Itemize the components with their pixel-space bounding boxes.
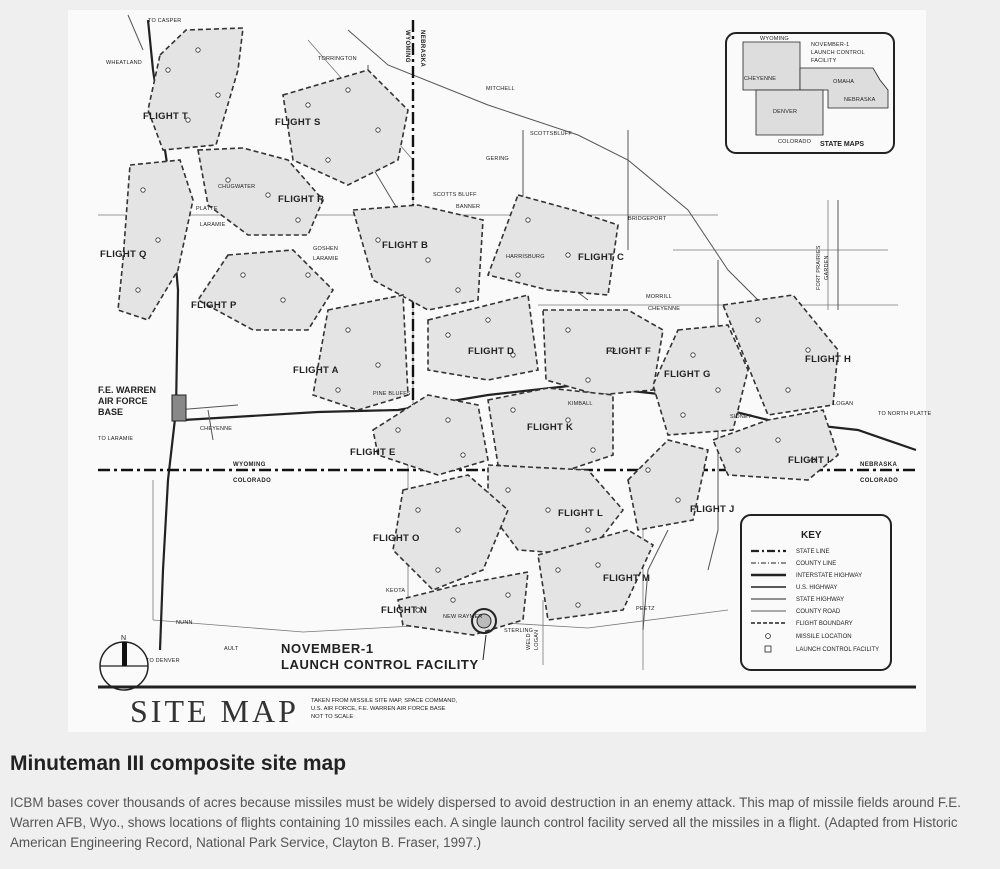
- caption-text: ICBM bases cover thousands of acres because missiles must be widely dispersed to avoid destruction in an enemy attack. This map of missile fields around F.E. Warren AFB, Wyo., shows locations of flights containing 10 missiles each. A single launch control facility served all the missiles in a flight. (Adapted from Historic American Engineering Record, National Park Service, Clayton B. Fraser, 1997.): [10, 795, 961, 850]
- svg-text:N: N: [121, 635, 127, 642]
- place-label: CHEYENNE: [200, 426, 233, 432]
- svg-text:BASE: BASE: [98, 407, 124, 417]
- place-label: TO CASPER: [148, 18, 182, 24]
- place-label: GOSHEN: [313, 246, 339, 252]
- flight-label: FLIGHT T: [143, 111, 189, 122]
- place-label: CHEYENNE: [648, 306, 681, 312]
- map-key: [741, 515, 891, 670]
- north-arrow-icon: [100, 635, 148, 690]
- place-label: CHUGWATER: [218, 184, 256, 190]
- key-item: FLIGHT BOUNDARY: [796, 621, 853, 627]
- key-item: COUNTY LINE: [796, 561, 837, 567]
- place-label: MORRILL: [646, 294, 672, 300]
- key-title: KEY: [801, 530, 822, 541]
- key-item: COUNTY ROAD: [796, 609, 841, 615]
- place-label: TO LARAMIE: [98, 436, 134, 442]
- place-label: TO NORTH PLATTE: [878, 411, 932, 417]
- caption-title: Minuteman III composite site map: [10, 752, 347, 775]
- flight-label: FLIGHT K: [527, 422, 574, 433]
- flight-label: FLIGHT L: [558, 508, 604, 519]
- november-1-lcf-callout: [281, 635, 486, 672]
- place-label: WELD: [526, 633, 532, 650]
- flight-d-area: [428, 295, 538, 380]
- svg-text:LAUNCH CONTROL FACILITY: LAUNCH CONTROL FACILITY: [281, 657, 479, 672]
- svg-text:NOVEMBER-1: NOVEMBER-1: [281, 641, 374, 656]
- flight-label: FLIGHT E: [350, 447, 396, 458]
- flight-label: FLIGHT I: [788, 455, 830, 466]
- inset-state-label: WYOMING: [760, 36, 789, 42]
- inset-state-label: NEBRASKA: [844, 97, 876, 103]
- place-label: GERING: [486, 156, 509, 162]
- flight-label: FLIGHT O: [373, 533, 420, 544]
- place-label: KIMBALL: [568, 401, 593, 407]
- state-label: WYOMING: [404, 30, 410, 63]
- svg-text:NOVEMBER-1: NOVEMBER-1: [811, 42, 850, 48]
- flight-label: FLIGHT Q: [100, 249, 147, 260]
- inset-city-label: CHEYENNE: [744, 76, 777, 82]
- flight-e-area: [373, 395, 488, 475]
- svg-text:FACILITY: FACILITY: [811, 58, 837, 64]
- inset-title: STATE MAPS: [820, 141, 865, 148]
- place-label: BANNER: [456, 204, 481, 210]
- svg-text:U.S. AIR FORCE, F.E. WARREN AI: U.S. AIR FORCE, F.E. WARREN AIR FORCE BASE: [311, 706, 446, 712]
- svg-text:TAKEN FROM MISSILE SITE MAP, S: TAKEN FROM MISSILE SITE MAP, SPACE COMMAND,: [311, 698, 458, 704]
- flight-label: FLIGHT F: [606, 346, 652, 357]
- flight-label: FLIGHT D: [468, 346, 515, 357]
- place-label: SCOTTS BLUFF: [433, 192, 477, 198]
- flight-label: FLIGHT S: [275, 117, 321, 128]
- map-title: SITE MAP: [130, 693, 299, 729]
- site-map-drawing: [68, 10, 932, 732]
- svg-text:NOT TO SCALE: NOT TO SCALE: [311, 714, 354, 720]
- place-label: MITCHELL: [486, 86, 515, 92]
- flight-label: FLIGHT M: [603, 573, 651, 584]
- place-label: SIDNEY: [730, 414, 752, 420]
- key-item: STATE HIGHWAY: [796, 597, 845, 603]
- flight-label: FLIGHT N: [381, 605, 428, 616]
- place-label: PEETZ: [636, 606, 655, 612]
- flight-j-area: [628, 440, 708, 530]
- site-map: [68, 10, 932, 732]
- flight-label: FLIGHT H: [805, 354, 852, 365]
- key-item: MISSILE LOCATION: [796, 634, 852, 640]
- place-label: STERLING: [504, 628, 534, 634]
- key-item: STATE LINE: [796, 549, 830, 555]
- place-label: FORT PRAIRIES: [816, 245, 822, 290]
- flight-t-area: [148, 28, 243, 150]
- flight-label: FLIGHT C: [578, 252, 625, 263]
- flight-label: FLIGHT B: [382, 240, 429, 251]
- svg-text:LAUNCH CONTROL: LAUNCH CONTROL: [811, 50, 865, 56]
- inset-city-label: OMAHA: [833, 79, 855, 85]
- place-label: NUNN: [176, 620, 193, 626]
- place-label: AULT: [224, 646, 239, 652]
- place-label: LARAMIE: [200, 222, 226, 228]
- inset-city-label: DENVER: [773, 109, 798, 115]
- place-label: GARDEN: [824, 255, 830, 280]
- state-label: WYOMING: [233, 462, 266, 468]
- place-label: KEOTA: [386, 588, 406, 594]
- svg-text:AIR FORCE: AIR FORCE: [98, 396, 148, 406]
- place-label: WHEATLAND: [106, 60, 142, 66]
- place-label: HARRISBURG: [506, 254, 545, 260]
- place-label: BRIDGEPORT: [628, 216, 667, 222]
- place-label: TO DENVER: [146, 658, 180, 664]
- flight-c-area: [488, 195, 618, 295]
- flight-b-area: [353, 205, 483, 310]
- flight-label: FLIGHT P: [191, 300, 237, 311]
- state-label: NEBRASKA: [860, 462, 898, 468]
- place-label: NEW RAYMER: [443, 614, 483, 620]
- place-label: LOGAN: [833, 401, 854, 407]
- place-label: LOGAN: [534, 629, 540, 650]
- key-item: LAUNCH CONTROL FACILITY: [796, 647, 880, 653]
- place-label: LARAMIE: [313, 256, 339, 262]
- state-maps-inset: [726, 33, 894, 153]
- key-item: U.S. HIGHWAY: [796, 585, 838, 591]
- air-force-base-marker: [172, 395, 186, 421]
- key-item: INTERSTATE HIGHWAY: [796, 573, 863, 579]
- svg-text:F.E. WARREN: F.E. WARREN: [98, 385, 157, 395]
- place-label: PLATTE: [196, 206, 218, 212]
- flight-label: FLIGHT R: [278, 194, 325, 205]
- place-label: PINE BLUFFS: [373, 391, 411, 397]
- flight-label: FLIGHT J: [690, 504, 735, 515]
- flight-label: FLIGHT A: [293, 365, 339, 376]
- flight-p-area: [198, 250, 333, 330]
- state-label: COLORADO: [233, 478, 272, 484]
- state-label: COLORADO: [860, 478, 899, 484]
- state-label: NEBRASKA: [419, 30, 425, 68]
- map-title-block: [98, 687, 916, 729]
- flight-n-area: [398, 572, 528, 635]
- flight-label: FLIGHT G: [664, 369, 711, 380]
- inset-state-label: COLORADO: [778, 139, 812, 145]
- place-label: TORRINGTON: [318, 56, 357, 62]
- place-label: SCOTTSBLUFF: [530, 131, 572, 137]
- air-force-base-label: [98, 385, 156, 417]
